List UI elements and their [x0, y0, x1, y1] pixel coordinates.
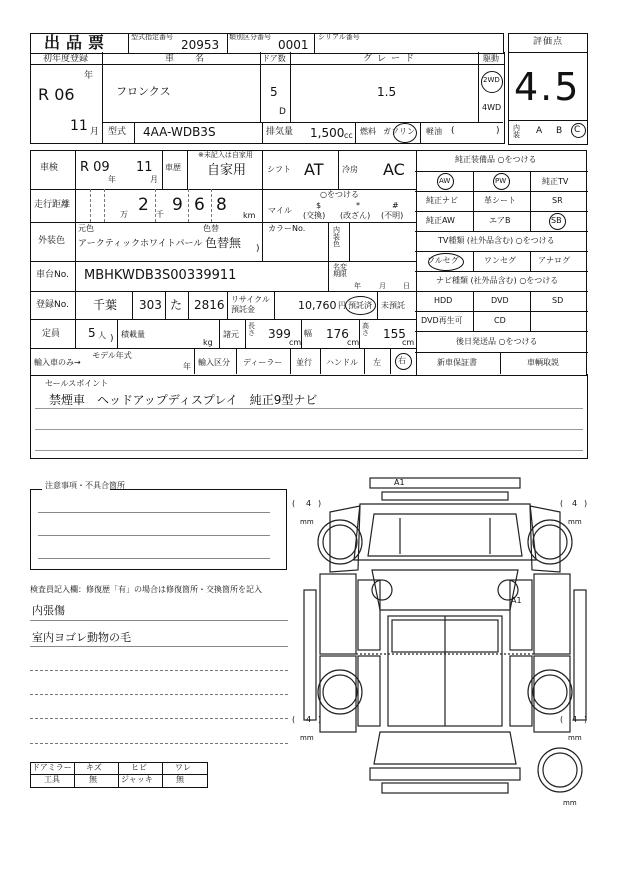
caution-box: [30, 489, 287, 569]
recycle-label: リサイクル預託金: [231, 295, 270, 314]
width-unit: cm: [347, 338, 360, 347]
score-label: 評価点: [533, 37, 564, 47]
doors-value: 5: [270, 85, 278, 99]
tire-rl-depth: 4: [306, 715, 312, 724]
interior-grade-c: C: [574, 125, 581, 135]
mileage-digit-box-b: [90, 189, 105, 222]
name-change-label: 名変期限: [333, 263, 347, 278]
name-change-month: 月: [379, 282, 386, 290]
tire-rl-close: ): [318, 715, 322, 724]
tire-rr-open: (: [560, 715, 564, 724]
tv-title: TV種類 (社外品含む) ○をつける: [438, 236, 555, 245]
tire-fl-depth: 4: [306, 499, 312, 508]
color-code-label: 色替: [203, 224, 219, 233]
width-value: 176: [326, 327, 349, 341]
grade-value: 1.5: [377, 85, 397, 99]
model-no: 20953: [181, 38, 220, 52]
first-reg-label: 初年度登録: [43, 54, 89, 64]
ac-value: AC: [383, 160, 405, 179]
mileage-digit-4: 8: [216, 195, 227, 215]
tire-fl-mm: mm: [300, 518, 314, 526]
model-year-unit: 年: [183, 362, 191, 371]
original-color-label: 元色: [78, 224, 94, 233]
note-line-1: 内張傷: [32, 604, 65, 617]
navi-hdd: HDD: [434, 296, 453, 305]
mileage-exchange-symbol: $: [316, 201, 322, 210]
car-name: フロンクス: [116, 85, 171, 98]
name-change-year: 年: [354, 282, 361, 290]
mileage-digit-3: 6: [194, 195, 205, 215]
equipment-title: 純正装備品 ○をつける: [455, 155, 537, 164]
spare-tire-mm: mm: [563, 799, 577, 807]
caution-label: 注意事項・不具合箇所: [45, 481, 125, 490]
mileage-unknown-symbol: #: [392, 201, 399, 210]
height-value: 155: [383, 327, 406, 341]
registration-area: 千葉: [93, 298, 118, 312]
tire-fr-mm: mm: [568, 518, 582, 526]
parts-value-1: 無: [89, 775, 97, 784]
recycle-value: 10,760: [298, 299, 337, 312]
tire-rr-mm: mm: [568, 734, 582, 742]
parts-value-jack: ジャッキ: [121, 775, 153, 784]
serial-label: シリアル番号: [318, 33, 360, 41]
mileage-digit-2: 9: [172, 195, 183, 215]
class-no-label: 類別区分番号: [229, 33, 271, 41]
height-unit: cm: [402, 338, 415, 347]
equip-navi: 純正ナビ: [426, 196, 458, 205]
displacement-value: 1,500: [310, 126, 345, 140]
mileage-circle-note: ○をつける: [320, 190, 359, 199]
registration-number: 2816: [194, 298, 225, 312]
damage-mark-front: A1: [394, 478, 405, 487]
interior-grade-a: A: [536, 126, 543, 136]
sales-point-box: [30, 374, 588, 459]
parts-value-2: 無: [176, 775, 184, 784]
registration-kana: た: [170, 298, 183, 312]
mileage-digit-1: 2: [138, 195, 149, 215]
ac-label: 冷房: [342, 165, 358, 174]
capacity-label: 定員: [42, 329, 61, 339]
model-year-label: モデル年式: [92, 351, 132, 360]
drive-label: 駆動: [483, 54, 499, 63]
tire-rr-close: ): [584, 715, 588, 724]
equip-sb: SB: [551, 216, 562, 225]
mileage-label: 走行距離: [34, 200, 71, 210]
import-parallel: 並行: [296, 358, 312, 367]
tire-fr-close: ): [584, 499, 588, 508]
recycle-unit: 円: [338, 301, 346, 310]
doors-label: ドア数: [262, 54, 286, 63]
model-no-label: 型式指定番号: [131, 33, 173, 41]
navi-title: ナビ種類 (社外品含む) ○をつける: [436, 276, 559, 285]
first-reg-year-unit: 年: [84, 71, 94, 81]
shaken-label: 車検: [40, 163, 59, 173]
parts-header-mirror: ドアミラー: [32, 763, 72, 772]
inspector-label: 検査員記入欄：修復歴「有」の場合は修復箇所・交換箇所を記入: [30, 585, 262, 594]
type-label: 型式: [108, 127, 127, 137]
interior-grade-b: B: [556, 126, 563, 136]
drive-2wd: 2WD: [483, 76, 500, 84]
drive-4wd: 4WD: [482, 103, 502, 112]
equip-pw: PW: [495, 177, 507, 185]
mileage-altered: (改ざん): [340, 211, 371, 220]
interior-label: 内装: [513, 124, 520, 139]
equip-airbag: エアB: [489, 216, 511, 225]
original-color: アークティックホワイトパール: [78, 239, 203, 249]
shaken-year-unit: 年: [108, 175, 116, 184]
mileage-sen: 千: [156, 210, 164, 219]
mileage-unknown: (不明): [381, 211, 404, 220]
equip-tv: 純正TV: [542, 177, 569, 186]
navi-dvd-play: DVD再生可: [421, 316, 463, 325]
color-paren-close: ): [256, 244, 260, 254]
import-label: 輸入車のみ→: [34, 358, 81, 367]
width-label: 幅: [304, 329, 312, 338]
shaken-month: 11: [136, 160, 153, 175]
navi-sd: SD: [552, 296, 564, 305]
fuel-value: ガソリン: [383, 127, 415, 136]
color-no-label: カラーNo.: [268, 224, 306, 233]
mileage-man: 万: [120, 210, 128, 219]
door-type: D: [279, 107, 286, 117]
sales-point-label: セールスポイント: [45, 379, 109, 388]
length-unit: cm: [289, 338, 302, 347]
load-label: 積載量: [121, 330, 145, 339]
mileage-km: km: [243, 211, 256, 220]
dims-label: 諸元: [223, 330, 239, 339]
sales-point-text: 禁煙車 ヘッドアップディスプレイ 純正9型ナビ: [49, 393, 318, 407]
name-change-day: 日: [403, 282, 410, 290]
color-label: 外装色: [38, 236, 66, 246]
tire-fl-close: ): [318, 499, 322, 508]
length-value: 399: [268, 327, 291, 341]
class-no: 0001: [278, 38, 309, 52]
recycle-not-deposited: 未預託: [381, 301, 405, 310]
tv-oneseg: ワンセグ: [484, 256, 516, 265]
paren-open: (: [451, 126, 455, 136]
height-label: 高さ: [362, 322, 369, 337]
light-oil-label: 軽油: [426, 127, 442, 136]
first-reg-era: R 06: [38, 85, 75, 104]
first-reg-month: 11: [70, 118, 88, 134]
tire-rl-mm: mm: [300, 734, 314, 742]
tire-fr-open: (: [560, 499, 564, 508]
length-label: 長さ: [248, 322, 255, 337]
score-value: 4.5: [514, 65, 581, 109]
mileage-exchange: (交換): [303, 211, 326, 220]
handle-label: ハンドル: [326, 358, 358, 367]
post-manual: 車輌取説: [527, 358, 559, 367]
registration-class: 303: [139, 298, 162, 312]
paren-close: ): [496, 126, 500, 136]
shift-label: シフト: [267, 165, 291, 174]
load-kg: kg: [203, 338, 213, 347]
chassis-value: MBHKWDB3S00339911: [84, 268, 237, 283]
navi-dvd: DVD: [491, 296, 509, 305]
mileage-mile: マイル: [268, 206, 292, 215]
fuel-label: 燃料: [360, 127, 376, 136]
color-code: 色替無: [205, 236, 242, 250]
equip-leather: 革シート: [484, 196, 516, 205]
first-reg-month-unit: 月: [90, 127, 100, 137]
tv-fullseg: フルセグ: [427, 256, 459, 265]
equip-sr: SR: [552, 196, 563, 205]
shaken-month-unit: 月: [150, 175, 158, 184]
capacity-paren-close: ): [110, 334, 114, 344]
handle-right: 右: [398, 356, 406, 365]
form-title: 出品票: [44, 33, 111, 52]
usage-label: 車歴: [165, 163, 181, 172]
parts-value-tool: 工具: [44, 775, 60, 784]
car-damage-diagram: [290, 470, 600, 810]
capacity-unit: 人: [98, 331, 106, 340]
chassis-label: 車台No.: [36, 270, 69, 280]
shift-value: AT: [304, 160, 324, 179]
grade-label: グレード: [363, 54, 420, 64]
parts-header-break: ワレ: [175, 763, 191, 772]
mileage-altered-symbol: *: [356, 201, 360, 210]
equip-aw: AW: [439, 177, 451, 185]
car-name-label: 車 名: [165, 54, 211, 64]
tire-rr-depth: 4: [572, 715, 578, 724]
post-title: 後日発送品 ○をつける: [456, 337, 538, 346]
parts-header-crack: ヒビ: [131, 763, 147, 772]
usage-value: 自家用: [207, 163, 247, 178]
displacement-unit: cc: [344, 131, 353, 140]
note-line-2: 室内ヨゴレ動物の毛: [32, 631, 131, 644]
registration-label: 登録No.: [36, 300, 69, 310]
import-div-label: 輸入区分: [198, 358, 230, 367]
tire-fr-depth: 4: [572, 499, 578, 508]
post-warranty: 新車保証書: [437, 358, 477, 367]
shaken-era: R 09: [80, 160, 110, 175]
tv-analog: アナログ: [538, 256, 570, 265]
import-dealer: ディーラー: [243, 358, 283, 367]
recycle-deposited: 預託済: [348, 301, 372, 310]
tire-fl-open: (: [292, 499, 296, 508]
navi-cd: CD: [494, 316, 506, 325]
handle-left: 左: [373, 358, 381, 367]
tire-rl-open: (: [292, 715, 296, 724]
equip-genuine-aw: 純正AW: [426, 216, 455, 225]
interior-color-label: 内装色: [333, 226, 340, 248]
type-value: 4AA-WDB3S: [143, 125, 216, 139]
displacement-label: 排気量: [266, 127, 294, 137]
damage-mark-right-door: A1: [511, 596, 522, 605]
usage-note: ※未記入は自家用: [198, 151, 253, 159]
capacity-value: 5: [88, 326, 96, 340]
mileage-digit-box-a: [76, 189, 91, 222]
parts-header-scratch: キズ: [86, 763, 102, 772]
